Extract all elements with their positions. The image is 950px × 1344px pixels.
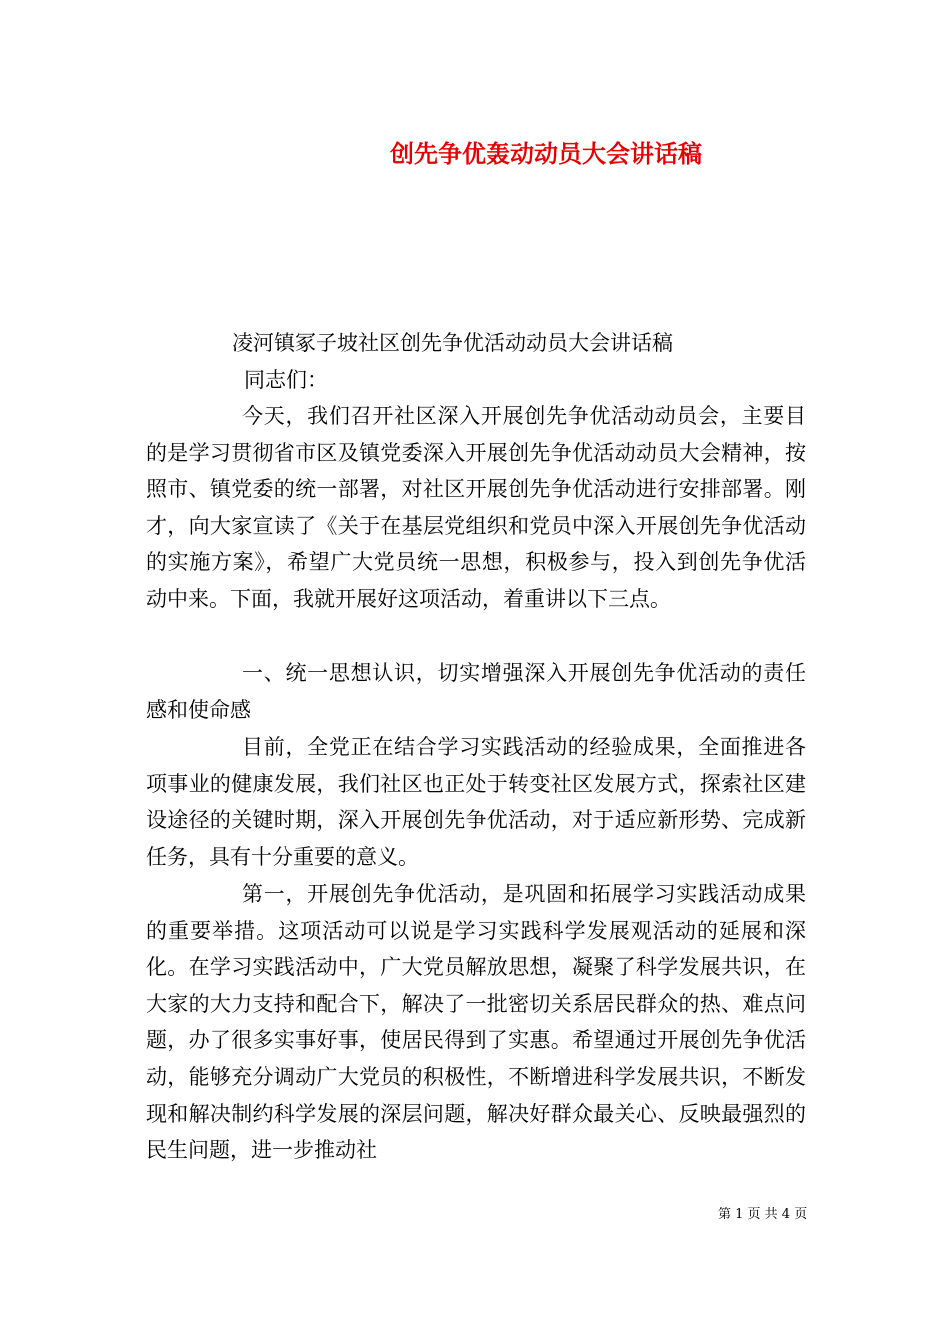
paragraph-intro	[146, 398, 806, 618]
page-footer: 第 1 页 共 4 页	[718, 1207, 808, 1222]
document-subtitle: 凌河镇冢子坡社区创先争优活动动员大会讲话稿	[232, 331, 673, 355]
paragraph-section-heading	[146, 655, 806, 728]
paragraph-current-situation	[146, 729, 806, 875]
section-heading: 一、统一思想认识，切实增强深入开展创先争优活动的责任感和使命感	[146, 661, 806, 722]
document-title: 创先争优轰动动员大会讲话稿	[390, 139, 702, 168]
paragraph-first-point	[146, 876, 806, 1169]
paragraph: 第一，开展创先争优活动，是巩固和拓展学习实践活动成果的重要举措。这项活动可以说是学习实践科学发展观活动的延展和深化。在学习实践活动中，广大党员解放思想，凝聚了科学发展共识，在大家的大力支持和配合下，解决了一批密切关系居民群众的热、难点问题，办了很多实事好事，使居民得到了实惠。希望通过开展创先争优活动，能够充分调动广大党员的积极性，不断增进科学发展共识，不断发现和解决制约科学发展的深层问题，解决好群众最关心、反映最强烈的民生问题，进一步推动社	[146, 882, 806, 1163]
paragraph: 今天，我们召开社区深入开展创先争优活动动员会，主要目的是学习贯彻省市区及镇党委深入开展创先争优活动动员大会精神，按照市、镇党委的统一部署，对社区开展创先争优活动进行安排部署。刚才，向大家宣读了《关于在基层党组织和党员中深入开展创先争优活动的实施方案》，希望广大党员统一思想，积极参与，投入到创先争优活动中来。下面，我就开展好这项活动，着重讲以下三点。	[146, 404, 806, 611]
salutation: 同志们：	[244, 368, 328, 392]
paragraph: 目前，全党正在结合学习实践活动的经验成果，全面推进各项事业的健康发展，我们社区也正处于转变社区发展方式，探索社区建设途径的关键时期，深入开展创先争优活动，对于适应新形势、完成新任务，具有十分重要的意义。	[146, 735, 806, 869]
